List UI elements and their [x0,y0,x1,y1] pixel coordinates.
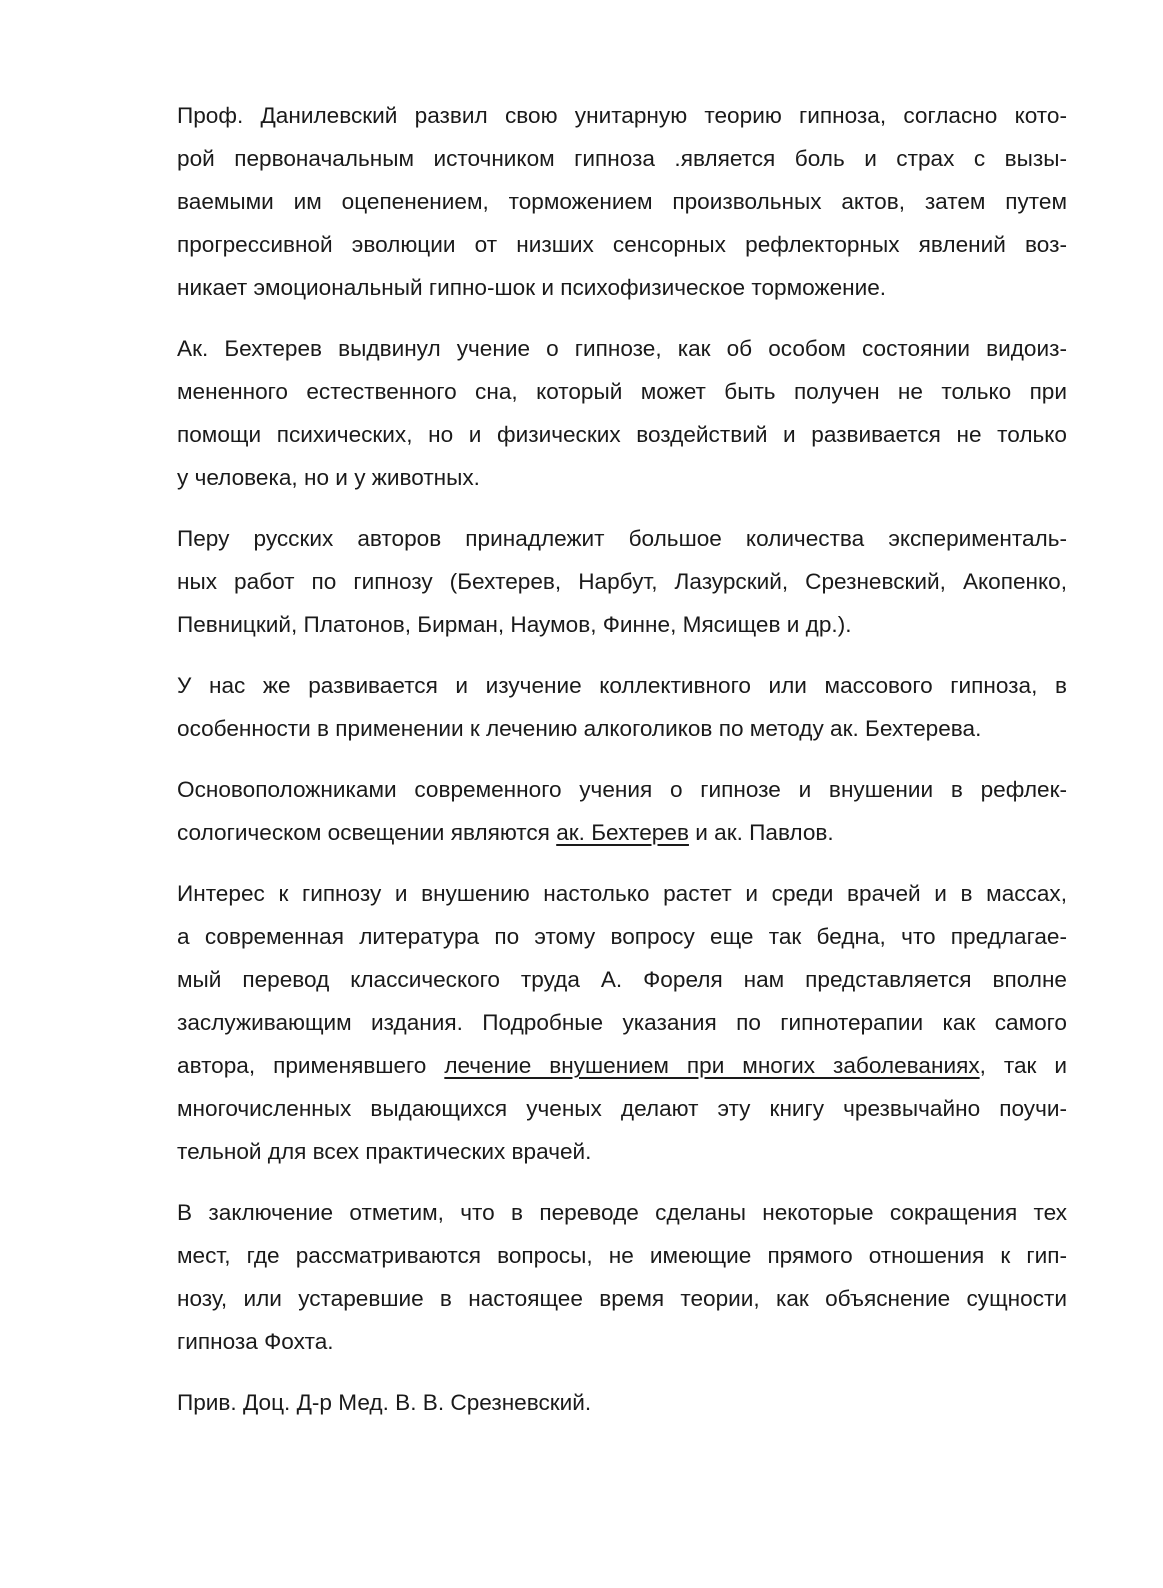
text-line: у человека, но и у животных. [177,465,480,490]
paragraph-founders [177,768,1067,854]
text-line: мый перевод классического труда А. Фореля нам представляется вполне [177,967,1067,992]
text-line: Перу русских авторов принадлежит большое количества эксперименталь- [177,526,1067,551]
text-fragment: и ак. Павлов. [688,820,834,845]
text-line [177,1044,1067,1087]
text-line: Певницкий, Платонов, Бирман, Наумов, Финне, Мясищев и др.). [177,612,852,637]
paragraph-collective-hypnosis [177,664,1067,750]
text-line: тельной для всех практических врачей. [177,1139,592,1164]
text-line: особенности в применении к лечению алкоголиков по методу ак. Бехтерева. [177,716,982,741]
text-line: Интерес к гипнозу и внушению настолько растет и среди врачей и в массах, [177,881,1067,906]
text-line: заслуживающим издания. Подробные указания по гипнотерапии как самого [177,1010,1067,1035]
text-line: нозу, или устаревшие в настоящее время теории, как объяснение сущности [177,1286,1067,1311]
text-line: Основоположниками современного учения о гипнозе и внушении в рефлек- [177,777,1067,802]
signature [177,1381,1067,1424]
text-fragment: автора, применявшего [177,1053,445,1078]
text-line: прогрессивной эволюции от низших сенсорных рефлекторных явлений воз- [177,232,1067,257]
paragraph-danilevsky [177,94,1067,309]
paragraph-conclusion [177,1191,1067,1363]
text-line: многочисленных выдающихся ученых делают эту книгу чрезвычайно поучи- [177,1096,1067,1121]
underlined-reference-suggestion-treatment: лечение внушением при многих заболеваниях [444,1053,980,1078]
paragraph-russian-authors [177,517,1067,646]
text-line: Проф. Данилевский развил свою унитарную теорию гипноза, согласно кото- [177,103,1067,128]
document-body [177,94,1067,1442]
text-fragment: сологическом освещении являются [177,820,557,845]
text-fragment: , так и [979,1053,1067,1078]
text-line: помощи психических, но и физических воздействий и развивается не только [177,422,1067,447]
text-line: никает эмоциональный гипно-шок и психофизическое торможение. [177,275,887,300]
text-line: ных работ по гипнозу (Бехтерев, Нарбут, Лазурский, Срезневский, Акопенко, [177,569,1067,594]
underlined-reference-bekhterev: ак. Бехтерев [556,820,689,845]
text-line [177,811,1067,854]
paragraph-interest [177,872,1067,1173]
text-line: В заключение отметим, что в переводе сделаны некоторые сокращения тех [177,1200,1067,1225]
text-line: гипноза Фохта. [177,1329,334,1354]
signature-text: Прив. Доц. Д-р Мед. В. В. Срезневский. [177,1390,592,1415]
text-line: мененного естественного сна, который может быть получен не только при [177,379,1067,404]
text-line: У нас же развивается и изучение коллективного или массового гипноза, в [177,673,1067,698]
paragraph-bekhterev [177,327,1067,499]
text-line: а современная литература по этому вопросу еще так бедна, что предлагае- [177,924,1067,949]
text-line: рой первоначальным источником гипноза .является боль и страх с вызы- [177,146,1067,171]
text-line: ваемыми им оцепенением, торможением произвольных актов, затем путем [177,189,1067,214]
text-line: Ак. Бехтерев выдвинул учение о гипнозе, как об особом состоянии видоиз- [177,336,1067,361]
text-line: мест, где рассматриваются вопросы, не имеющие прямого отношения к гип- [177,1243,1067,1268]
